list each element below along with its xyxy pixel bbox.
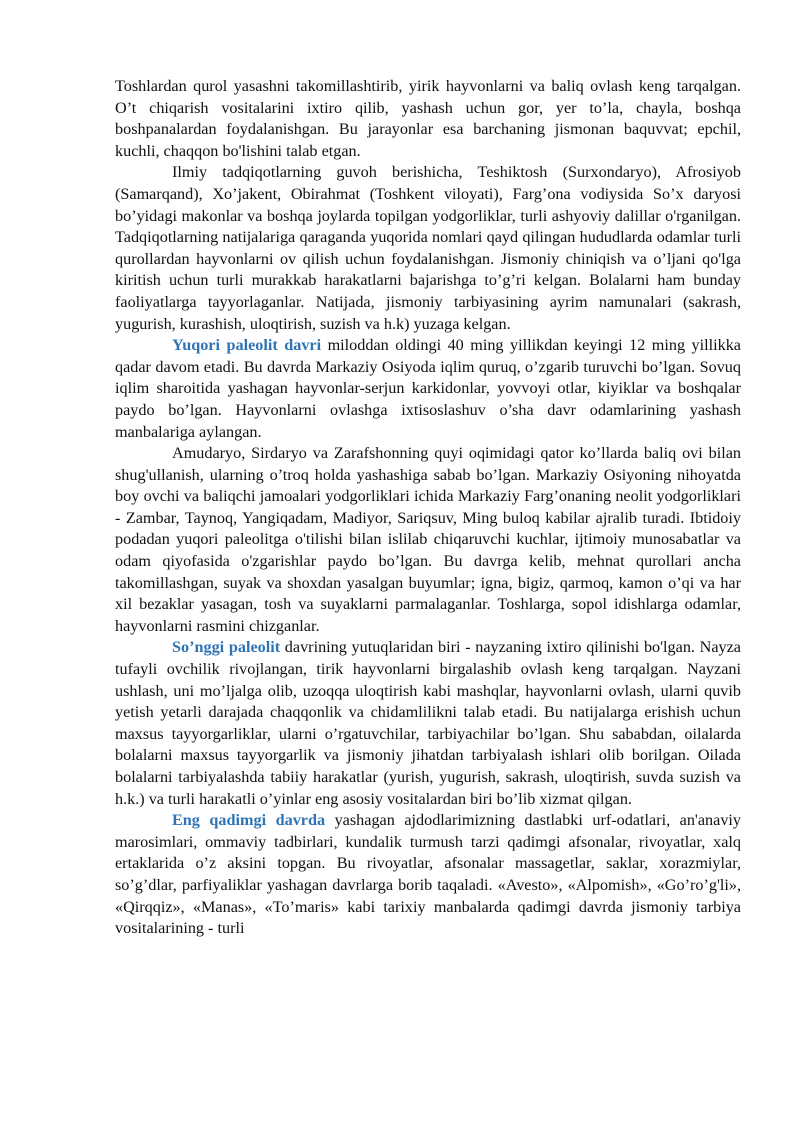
paragraph-1	[115, 76, 741, 162]
heading-ancient-period: Eng qadimgi davrda	[172, 811, 326, 830]
paragraph-6	[115, 810, 741, 940]
paragraph-5-text: davrining yutuqlaridan biri - nayzaning ixtiro qilinishi bo'lgan. Nayza tufayli ovchilik rivojlangan, tirik hayvonlarni birgalashib ovlash keng tarqalgan. Nayzani ushlash, uni mo’ljalga olib, uzoqqa uloqtirish kabi mashqlar, hayvonlarni ovlash, ularni quvib yetish yetarli darajada chaqqonlik va chidamlilikni talab etadi. Bu natijalarga erishish uchun maxsus tayyorgarliklar, ularni o’rgatuvchilar, tarbiyachilar bo’lgan. Shu sababdan, oilalarda bolalarni maxsus tayyorgarlik va jismoniy jihatdan tarbiyalash ishlari olib borilgan. Oilada bolalarni tarbiyalashda tabiiy harakatlar (yurish, yugurish, sakrash, uloqtirish, suvda suzish va h.k.) va turli harakatli o’yinlar eng asosiy vositalardan biri bo’lib xizmat qilgan.	[115, 638, 741, 808]
heading-upper-paleolithic: Yuqori paleolit davri	[172, 336, 322, 355]
paragraph-5	[115, 637, 741, 810]
paragraph-3	[115, 335, 741, 443]
paragraph-4-text: Amudaryo, Sirdaryo va Zarafshonning quyi oqimidagi qator ko’llarda baliq ovi bilan shug'ullanish, ularning o’troq holda yashashiga sabab bo’lgan. Markaziy Osiyoning nihoyatda boy ovchi va baliqchi jamoalari yodgorliklari ichida Markaziy Farg’onaning neolit yodgorliklari - Zambar, Taynoq, Yangiqadam, Madiyor, Sariqsuv, Ming buloq kabilar ajralib turadi. Ibtidoiy podadan yuqori paleolitga o'tilishi bilan islilab chiqaruvchi kuchlar, ijtimoiy munosabatlar va odam qiyofasida o'zgarishlar paydo bo’lgan. Bu davrga kelib, mehnat qurollari ancha takomillashgan, suyak va shoxdan yasalgan buyumlar; igna, bigiz, qarmoq, kamon o’qi va har xil bezaklar yasagan, tosh va suyaklarni parmalaganlar. Toshlarga, sopol idishlarga odamlar, hayvonlarni rasmini chizganlar.	[115, 444, 741, 635]
document-page	[115, 76, 741, 940]
heading-late-paleolithic: So’nggi paleolit	[172, 638, 281, 657]
paragraph-2-text: Ilmiy tadqiqotlarning guvoh berishicha, Teshiktosh (Surxondaryo), Afrosiyob (Samarqand), Xo’jakent, Obirahmat (Toshkent viloyati), Farg’ona vodiysida So’x daryosi bo’yidagi makonlar va boshqa joylarda topilgan yodgorliklar, turli ashyoviy dalillar o'rganilgan. Tadqiqotlarning natijalariga qaraganda yuqorida nomlari qayd qilingan hududlarda odamlar turli qurollardan hayvonlarni ov qilish uchun foydalanishgan. Jismoniy chiniqish va o’ljani qo'lga kiritish uchun turli murakkab harakatlarni bajarishga to’g’ri kelgan. Bolalarni ham bunday faoliyatlarga tayyorlaganlar. Natijada, jismoniy tarbiyasining ayrim namunalari (sakrash, yugurish, kurashish, uloqtirish, suzish va h.k) yuzaga kelgan.	[115, 163, 741, 333]
paragraph-4	[115, 443, 741, 637]
paragraph-6-text: yashagan ajdodlarimizning dastlabki urf-odatlari, an'anaviy marosimlari, ommaviy tadbirlari, kundalik turmush tarzi qadimgi afsonalar, rivoyatlar, xalq ertaklarida o’z aksini topgan. Bu rivoyatlar, afsonalar massagetlar, saklar, xorazmiylar, so’g’dlar, parfiyaliklar yashagan davrlarga borib taqaladi. «Avesto», «Alpomish», «Go’ro’g'li», «Qirqqiz», «Manas», «To’maris» kabi tarixiy manbalarda qadimgi davrda jismoniy tarbiya vositalarining - turli	[115, 811, 741, 938]
paragraph-1-text: Toshlardan qurol yasashni takomillashtirib, yirik hayvonlarni va baliq ovlash keng tarqalgan. O’t chiqarish vositalarini ixtiro qilib, yashash uchun gor, yer to’la, chayla, boshqa boshpanalardan foydalanishgan. Bu jarayonlar esa barchaning jismonan baquvvat; epchil, kuchli, chaqqon bo'lishini talab etgan.	[115, 77, 741, 160]
paragraph-2	[115, 162, 741, 335]
paragraph-3-text: miloddan oldingi 40 ming yillikdan keyingi 12 ming yillikka qadar davom etadi. Bu davrda Markaziy Osiyoda iqlim quruq, o’zgarib turuvchi bo’lgan. Sovuq iqlim sharoitida yashagan hayvonlar-serjun karkidonlar, yovvoyi otlar, kiyiklar va boshqalar paydo bo’lgan. Hayvonlarni ovlashga ixtisoslashuv o’sha davr odamlarining yashash manbalariga aylangan.	[115, 336, 741, 441]
